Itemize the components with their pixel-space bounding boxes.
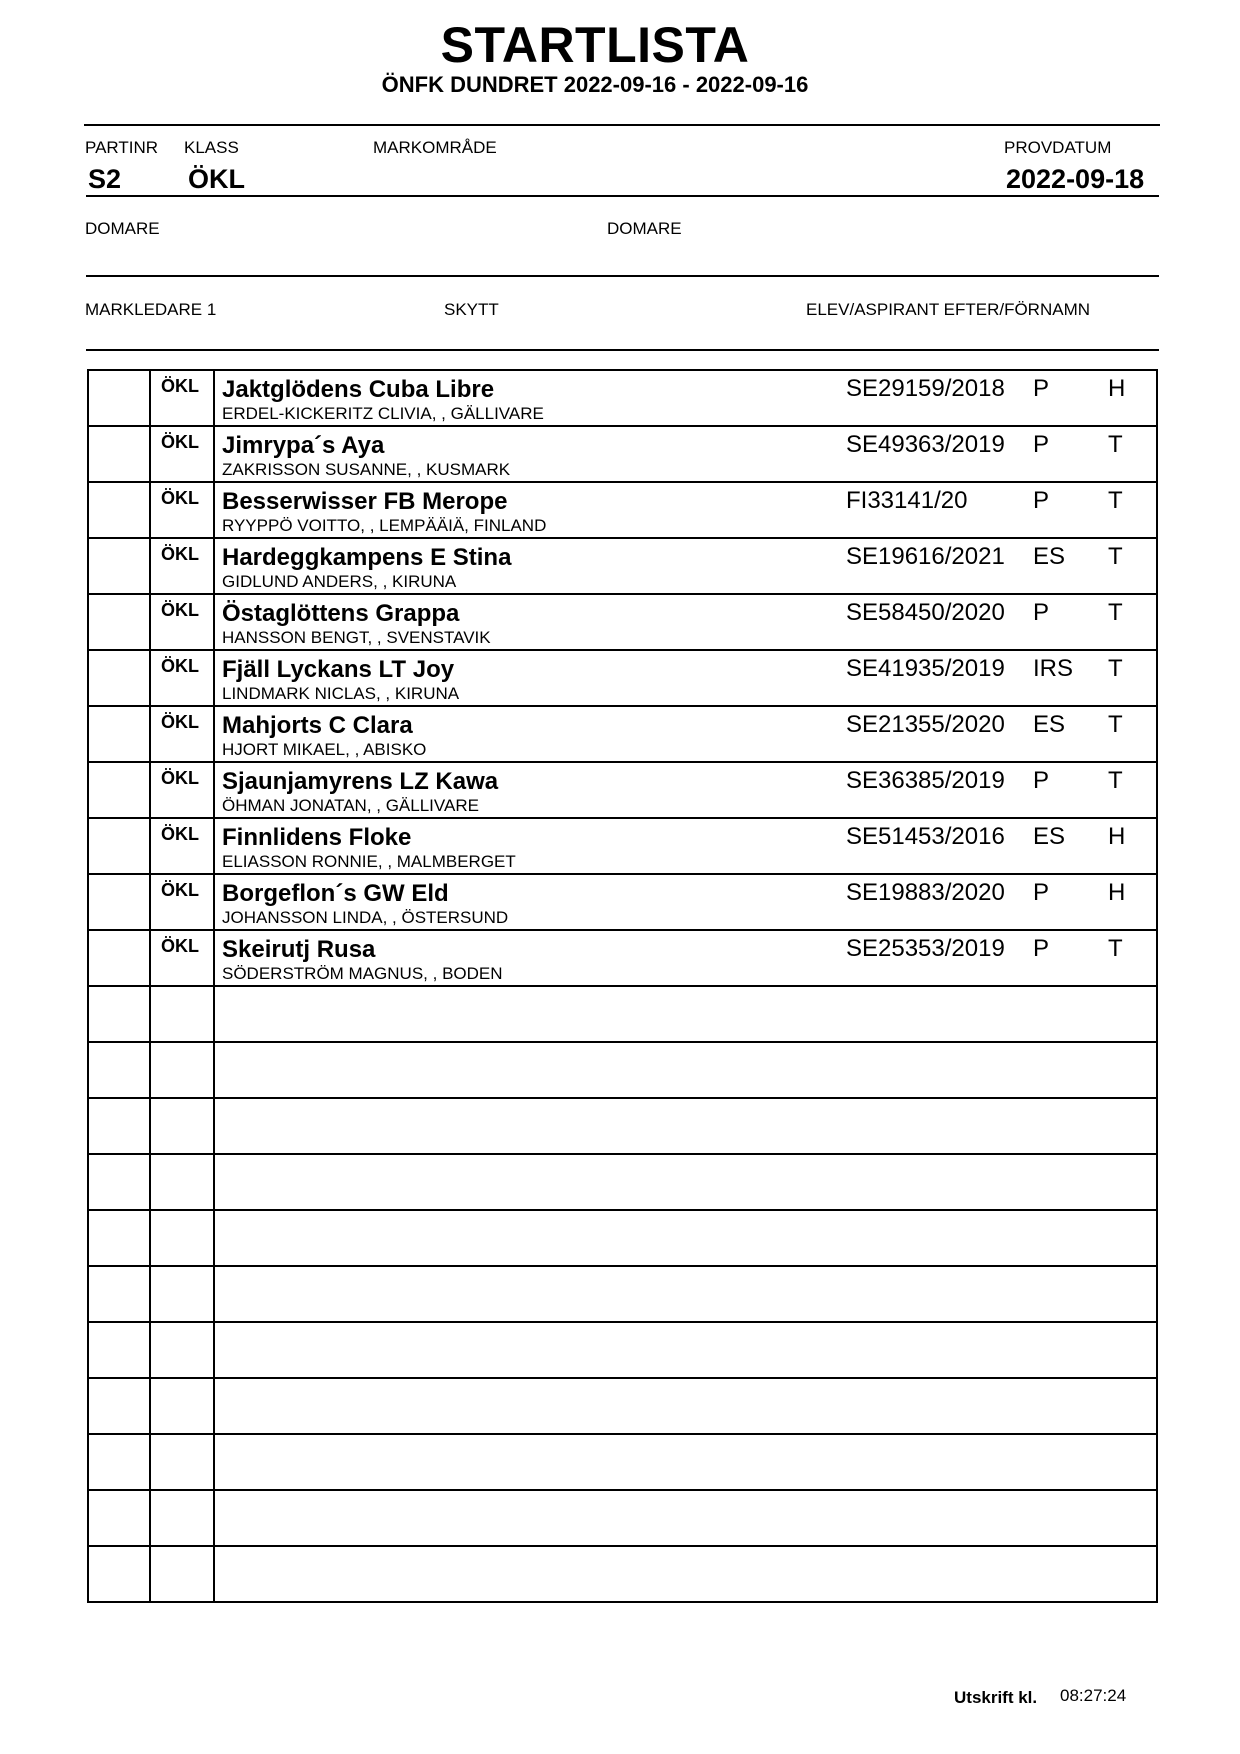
sex-code: T xyxy=(1108,711,1123,738)
class-cell xyxy=(151,371,215,425)
dog-name: Östaglöttens Grappa xyxy=(222,600,460,627)
domare-label-1: DOMARE xyxy=(85,219,160,238)
breed-code: P xyxy=(1033,487,1050,514)
start-number-cell xyxy=(89,1099,151,1153)
start-number-cell xyxy=(89,1155,151,1209)
registration-number: SE49363/2019 xyxy=(846,431,1005,458)
owner-name: JOHANSSON LINDA, , ÖSTERSUND xyxy=(222,908,509,927)
sex-code: T xyxy=(1108,487,1123,514)
klass-label: KLASS xyxy=(184,138,239,157)
empty-row xyxy=(89,1379,1156,1435)
registration-number: SE36385/2019 xyxy=(846,767,1005,794)
start-number-cell xyxy=(89,1323,151,1377)
class-cell xyxy=(151,1323,215,1377)
dog-name: Borgeflon´s GW Eld xyxy=(222,880,449,907)
sex-code: T xyxy=(1108,543,1123,570)
breed-code: P xyxy=(1033,375,1050,402)
empty-row xyxy=(89,1211,1156,1267)
breed-code: P xyxy=(1033,879,1050,906)
start-number-cell xyxy=(89,1267,151,1321)
owner-name: ÖHMAN JONATAN, , GÄLLIVARE xyxy=(222,796,479,815)
dog-name: Mahjorts C Clara xyxy=(222,712,413,739)
registration-number: SE51453/2016 xyxy=(846,823,1005,850)
registration-number: SE58450/2020 xyxy=(846,599,1005,626)
dog-name: Skeirutj Rusa xyxy=(222,936,376,963)
print-time-label: Utskrift kl. xyxy=(954,1688,1038,1707)
entry-class: ÖKL xyxy=(161,880,199,900)
class-cell xyxy=(151,875,215,929)
sex-code: T xyxy=(1108,655,1123,682)
class-cell xyxy=(151,595,215,649)
sex-code: H xyxy=(1108,823,1126,850)
class-cell xyxy=(151,427,215,481)
table-row xyxy=(89,819,1156,875)
owner-name: LINDMARK NICLAS, , KIRUNA xyxy=(222,684,460,703)
partinr-label: PARTINR xyxy=(85,138,159,157)
start-number-cell xyxy=(89,1547,151,1601)
registration-number: SE21355/2020 xyxy=(846,711,1005,738)
entry-class: ÖKL xyxy=(161,488,199,508)
start-number-cell xyxy=(89,1043,151,1097)
start-number-cell xyxy=(89,483,151,537)
entry-class: ÖKL xyxy=(161,712,199,732)
class-cell xyxy=(151,763,215,817)
start-number-cell xyxy=(89,651,151,705)
dog-name: Finnlidens Floke xyxy=(222,824,412,851)
event-subtitle: ÖNFK DUNDRET 2022-09-16 - 2022-09-16 xyxy=(381,72,809,97)
start-number-cell xyxy=(89,371,151,425)
start-number-cell xyxy=(89,819,151,873)
registration-number: SE29159/2018 xyxy=(846,375,1005,402)
elev-label: ELEV/ASPIRANT EFTER/FÖRNAMN xyxy=(806,300,1091,319)
empty-row xyxy=(89,1323,1156,1379)
start-number-cell xyxy=(89,875,151,929)
print-time-value: 08:27:24 xyxy=(1060,1686,1127,1705)
divider xyxy=(86,349,1159,351)
class-cell xyxy=(151,1043,215,1097)
entry-class: ÖKL xyxy=(161,600,199,620)
class-cell xyxy=(151,1155,215,1209)
class-cell xyxy=(151,1267,215,1321)
divider xyxy=(84,124,1160,126)
table-row xyxy=(89,539,1156,595)
sex-code: H xyxy=(1108,375,1126,402)
class-cell xyxy=(151,1099,215,1153)
page-title: STARTLISTA xyxy=(440,17,750,73)
dog-name: Jaktglödens Cuba Libre xyxy=(222,376,495,403)
class-cell xyxy=(151,987,215,1041)
breed-code: ES xyxy=(1033,543,1066,570)
breed-code: IRS xyxy=(1033,655,1074,682)
start-number-cell xyxy=(89,1435,151,1489)
table-row xyxy=(89,483,1156,539)
skytt-label: SKYTT xyxy=(444,300,499,319)
table-row xyxy=(89,427,1156,483)
owner-name: ZAKRISSON SUSANNE, , KUSMARK xyxy=(222,460,511,479)
owner-name: HANSSON BENGT, , SVENSTAVIK xyxy=(222,628,491,647)
empty-row xyxy=(89,1099,1156,1155)
start-number-cell xyxy=(89,539,151,593)
start-number-cell xyxy=(89,1211,151,1265)
class-cell xyxy=(151,1491,215,1545)
table-row xyxy=(89,371,1156,427)
empty-row xyxy=(89,1491,1156,1547)
divider xyxy=(86,195,1159,197)
empty-row xyxy=(89,1547,1156,1601)
dog-name: Besserwisser FB Merope xyxy=(222,488,508,515)
partinr-value: S2 xyxy=(88,164,122,194)
table-row xyxy=(89,875,1156,931)
klass-value: ÖKL xyxy=(188,164,245,194)
class-cell xyxy=(151,1435,215,1489)
start-number-cell xyxy=(89,763,151,817)
start-number-cell xyxy=(89,707,151,761)
provdatum-value: 2022-09-18 xyxy=(1006,164,1145,194)
class-cell xyxy=(151,707,215,761)
start-number-cell xyxy=(89,1379,151,1433)
startlist-table xyxy=(87,369,1158,1603)
dog-name: Hardeggkampens E Stina xyxy=(222,544,512,571)
start-number-cell xyxy=(89,931,151,985)
class-cell xyxy=(151,819,215,873)
table-row xyxy=(89,707,1156,763)
entry-class: ÖKL xyxy=(161,432,199,452)
owner-name: HJORT MIKAEL, , ABISKO xyxy=(222,740,427,759)
dog-name: Fjäll Lyckans LT Joy xyxy=(222,656,455,683)
breed-code: P xyxy=(1033,599,1050,626)
class-cell xyxy=(151,931,215,985)
breed-code: P xyxy=(1033,767,1050,794)
dog-name: Jimrypa´s Aya xyxy=(222,432,385,459)
owner-name: ELIASSON RONNIE, , MALMBERGET xyxy=(222,852,516,871)
breed-code: P xyxy=(1033,431,1050,458)
sex-code: H xyxy=(1108,879,1126,906)
sex-code: T xyxy=(1108,599,1123,626)
domare-label-2: DOMARE xyxy=(607,219,682,238)
start-number-cell xyxy=(89,987,151,1041)
dog-name: Sjaunjamyrens LZ Kawa xyxy=(222,768,499,795)
owner-name: SÖDERSTRÖM MAGNUS, , BODEN xyxy=(222,964,503,983)
registration-number: SE19616/2021 xyxy=(846,543,1005,570)
entry-class: ÖKL xyxy=(161,544,199,564)
class-cell xyxy=(151,1547,215,1601)
start-number-cell xyxy=(89,427,151,481)
table-row xyxy=(89,595,1156,651)
breed-code: P xyxy=(1033,935,1050,962)
entry-class: ÖKL xyxy=(161,824,199,844)
entry-class: ÖKL xyxy=(161,936,199,956)
sex-code: T xyxy=(1108,431,1123,458)
class-cell xyxy=(151,1211,215,1265)
empty-row xyxy=(89,1155,1156,1211)
table-row xyxy=(89,763,1156,819)
breed-code: ES xyxy=(1033,823,1066,850)
breed-code: ES xyxy=(1033,711,1066,738)
registration-number: SE25353/2019 xyxy=(846,935,1005,962)
sex-code: T xyxy=(1108,767,1123,794)
class-cell xyxy=(151,1379,215,1433)
entry-class: ÖKL xyxy=(161,656,199,676)
class-cell xyxy=(151,539,215,593)
registration-number: FI33141/20 xyxy=(846,487,968,514)
registration-number: SE19883/2020 xyxy=(846,879,1005,906)
registration-number: SE41935/2019 xyxy=(846,655,1005,682)
markledare-label: MARKLEDARE 1 xyxy=(85,300,217,319)
sex-code: T xyxy=(1108,935,1123,962)
start-number-cell xyxy=(89,1491,151,1545)
divider xyxy=(86,275,1159,277)
empty-row xyxy=(89,1435,1156,1491)
start-number-cell xyxy=(89,595,151,649)
owner-name: GIDLUND ANDERS, , KIRUNA xyxy=(222,572,457,591)
empty-row xyxy=(89,1043,1156,1099)
class-cell xyxy=(151,651,215,705)
table-row xyxy=(89,651,1156,707)
class-cell xyxy=(151,483,215,537)
markomrade-label: MARKOMRÅDE xyxy=(373,138,497,157)
entry-class: ÖKL xyxy=(161,768,199,788)
empty-row xyxy=(89,1267,1156,1323)
table-row xyxy=(89,931,1156,987)
owner-name: ERDEL-KICKERITZ CLIVIA, , GÄLLIVARE xyxy=(222,404,544,423)
empty-row xyxy=(89,987,1156,1043)
owner-name: RYYPPÖ VOITTO, , LEMPÄÄIÄ, FINLAND xyxy=(222,516,547,535)
provdatum-label: PROVDATUM xyxy=(1004,138,1112,157)
entry-class: ÖKL xyxy=(161,376,199,396)
